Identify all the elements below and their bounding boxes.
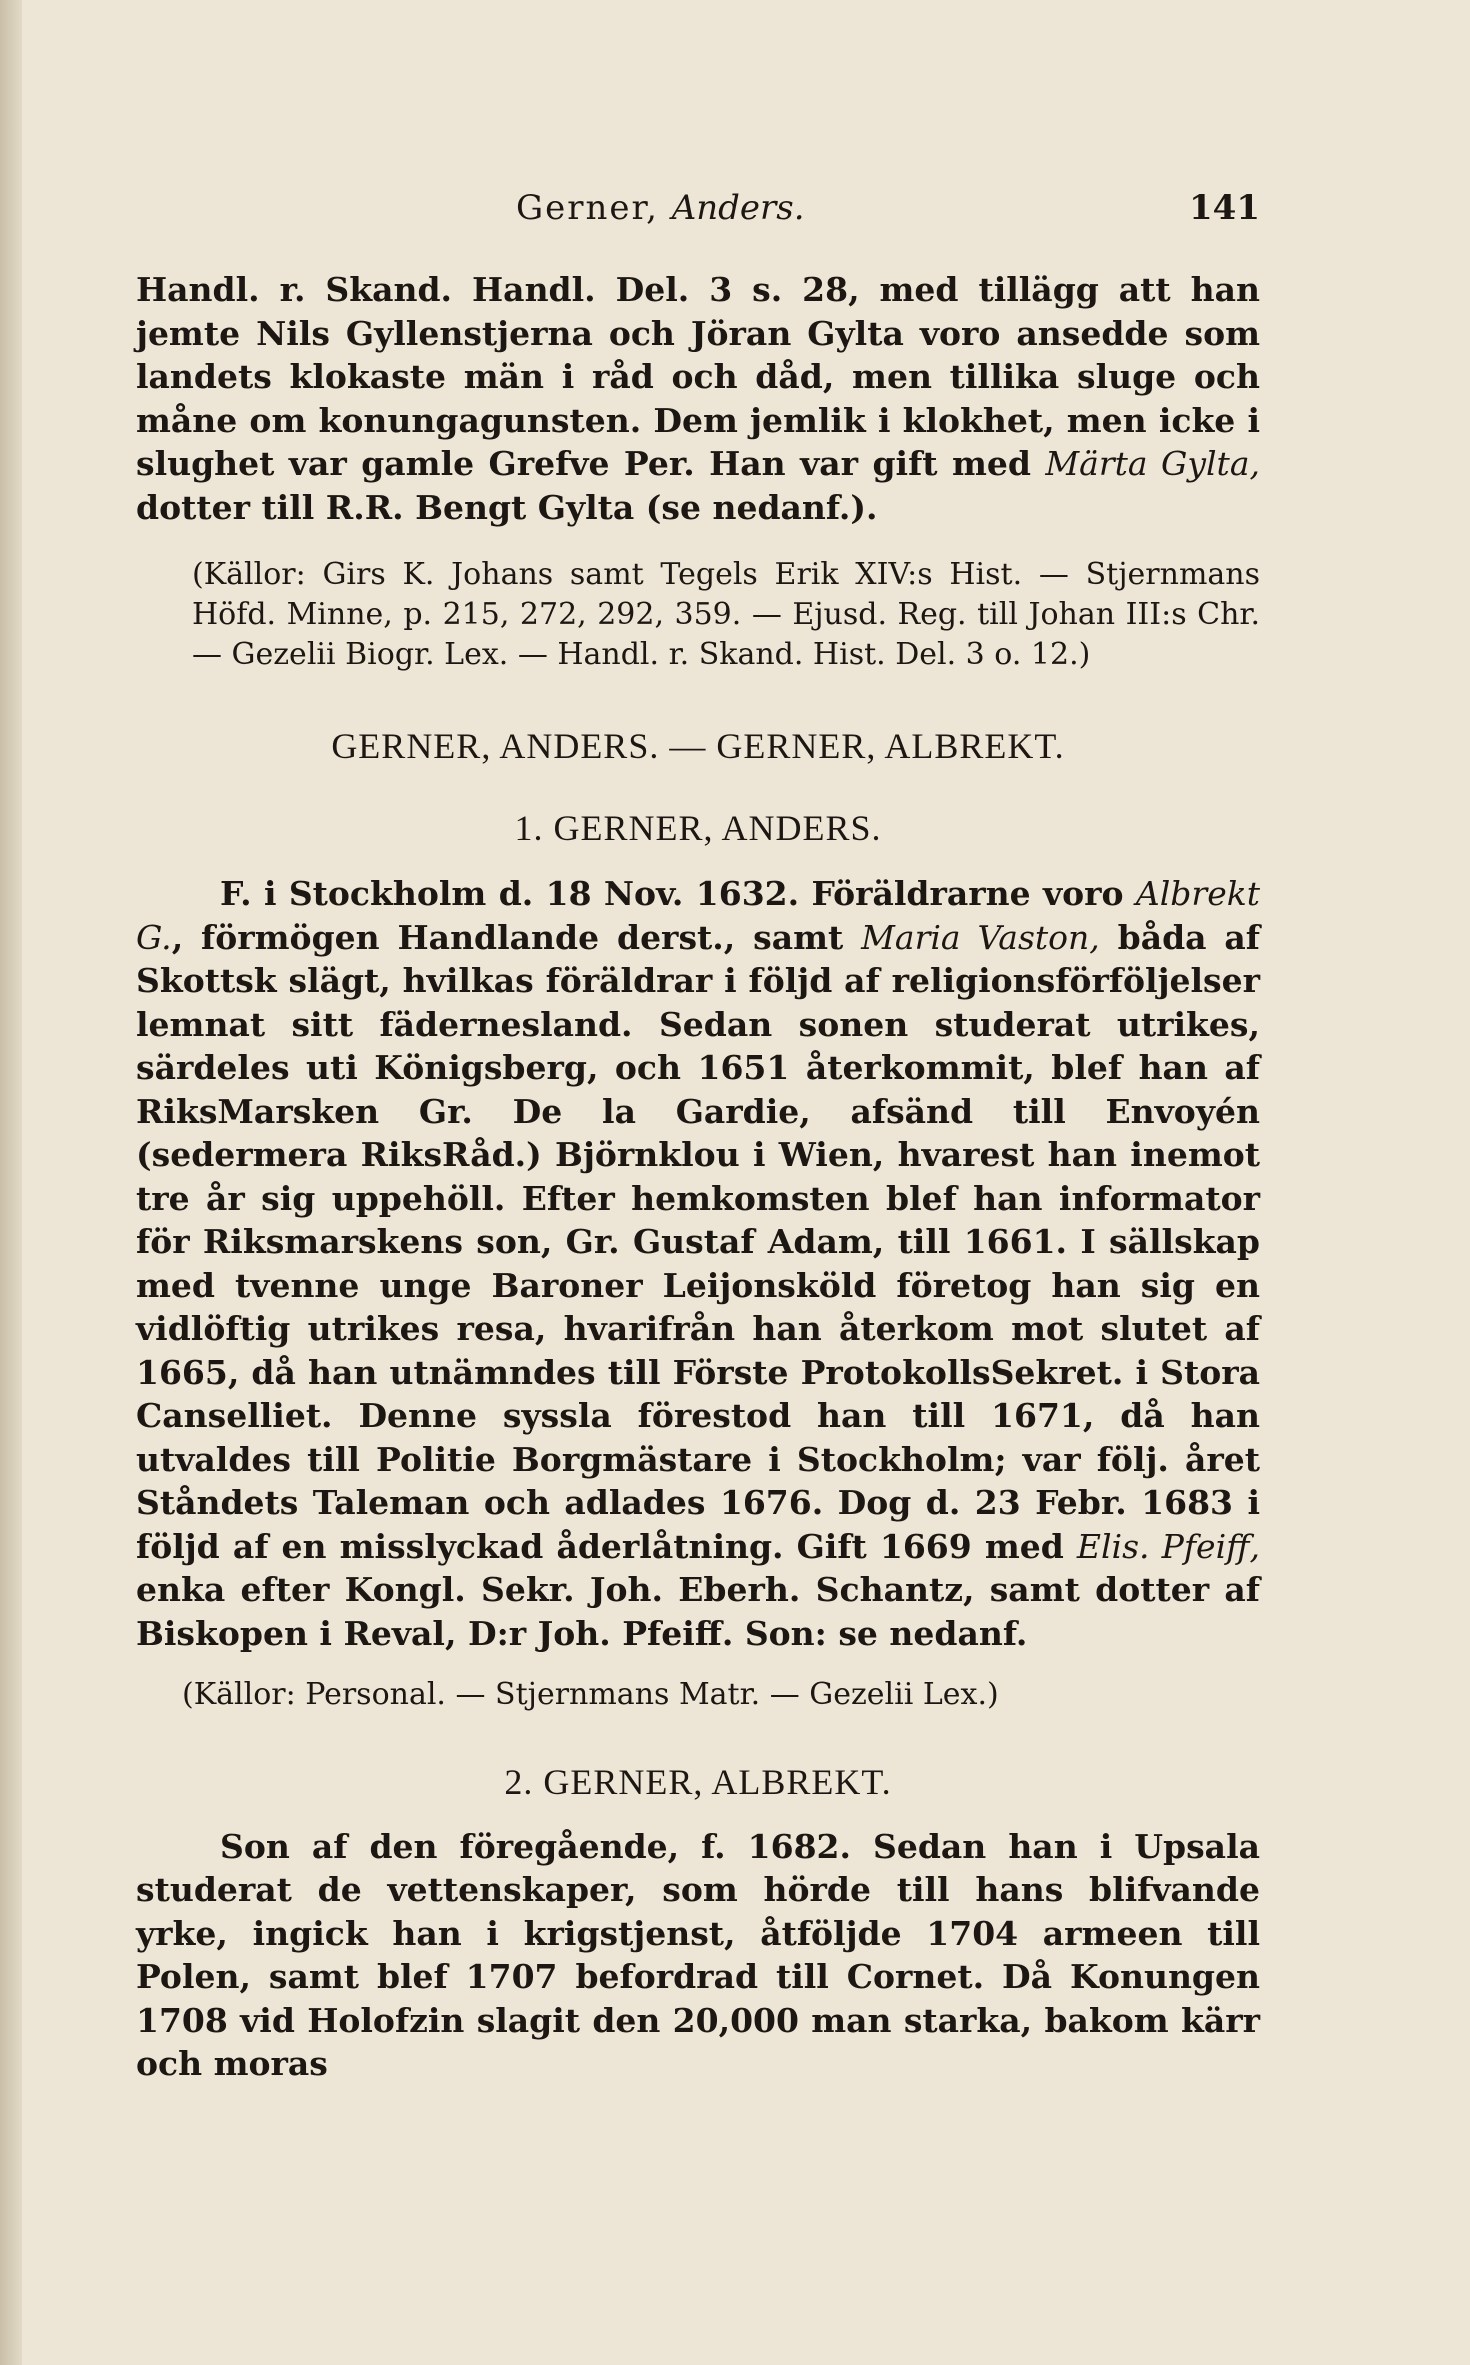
intro-wife-name: Märta Gylta, <box>1045 444 1260 483</box>
section2-paragraph: Son af den föregående, f. 1682. Sedan han i Upsala studerat de vettenskaper, som hörde till hans blifvande yrke, ingick han i krigstjenst, åtföljde 1704 armeen till Polen, samt blef 1707 befordrad till Cornet. Då Konungen 1708 vid Holofzin slagit den 20,000 man starka, bakom kärr och moras <box>136 1826 1260 2083</box>
page-number: 141 <box>1189 188 1260 228</box>
intro-text: Handl. r. Skand. Handl. Del. 3 s. 28, med tillägg att han jemte Nils Gyllenstjerna och Jöran Gylta voro ansedde som landets klokaste män i råd och dåd, men tillika sluge och måne om konungagunsten. Dem jemlik i klokhet, men icke i slughet var gamle Grefve Per. Han var gift med <box>136 270 1260 483</box>
section1-father-name: Albrekt G. <box>136 874 1260 957</box>
running-head-given-name: Anders. <box>671 188 805 228</box>
section1-text-2: , förmögen Handlande derst., samt <box>171 917 862 957</box>
intro-paragraph <box>136 268 1260 529</box>
running-head <box>516 188 805 228</box>
section1-paragraph <box>136 872 1260 1655</box>
section2-heading: 2. GERNER, ALBREKT. <box>504 1762 892 1802</box>
section1-heading: 1. GERNER, ANDERS. <box>514 807 882 848</box>
running-header <box>136 188 1260 238</box>
intro-text-end: dotter till R.R. Bengt Gylta (se nedanf.). <box>136 487 878 527</box>
section1-text-4: enka efter Kongl. Sekr. Joh. Eberh. Schantz, samt dotter af Biskopen i Reval, D:r Joh. Pfeiff. Son: se nedanf. <box>136 1570 1260 1653</box>
section1-text-1: F. i Stockholm d. 18 Nov. 1632. Föräldrarne voro <box>220 874 1136 913</box>
page-gutter <box>0 0 22 2365</box>
section1-mother-name: Maria Vaston, <box>861 917 1100 957</box>
running-head-name: Gerner, <box>516 188 659 228</box>
page-body <box>136 268 1260 2086</box>
sources-block-1: (Källor: Girs K. Johans samt Tegels Erik XIV:s Hist. — Stjernmans Höfd. Minne, p. 215, 272, 292, 359. — Ejusd. Reg. till Johan III:s Chr. — Gezelii Biogr. Lex. — Handl. r. Skand. Hist. Del. 3 o. 12.) <box>192 557 1260 672</box>
sources-block-2: (Källor: Personal. — Stjernmans Matr. — Gezelii Lex.) <box>182 1677 999 1712</box>
section1-wife-name: Elis. Pfeiff, <box>1076 1526 1260 1566</box>
main-heading: GERNER, ANDERS. — GERNER, ALBREKT. <box>331 726 1065 766</box>
section1-text-3: båda af Skottsk slägt, hvilkas föräldrar i följd af religionsförföljelser lemnat sitt fädernesland. Sedan sonen studerat utrikes, särdeles uti Königsberg, och 1651 återkommit, blef han af RiksMarsken Gr. De la Gardie, afsänd till Envoyén (sedermera RiksRåd.) Björnklou i Wien, hvarest han inemot tre år sig uppehöll. Efter hemkomsten blef han informator för Riksmarskens son, Gr. Gustaf Adam, till 1661. I sällskap med tvenne unge Baroner Leijonsköld företog han sig en vidlöftig utrikes resa, hvarifrån han återkom mot slutet af 1665, då han utnämndes till Förste ProtokollsSekret. i Stora Canselliet. Denne syssla förestod han till 1671, då han utvaldes till Politie Borgmästare i Stockholm; var följ. året Ståndets Taleman och adlades 1676. Dog d. 23 Febr. 1683 i följd af en misslyckad åderlåtning. Gift 1669 med <box>136 917 1261 1566</box>
